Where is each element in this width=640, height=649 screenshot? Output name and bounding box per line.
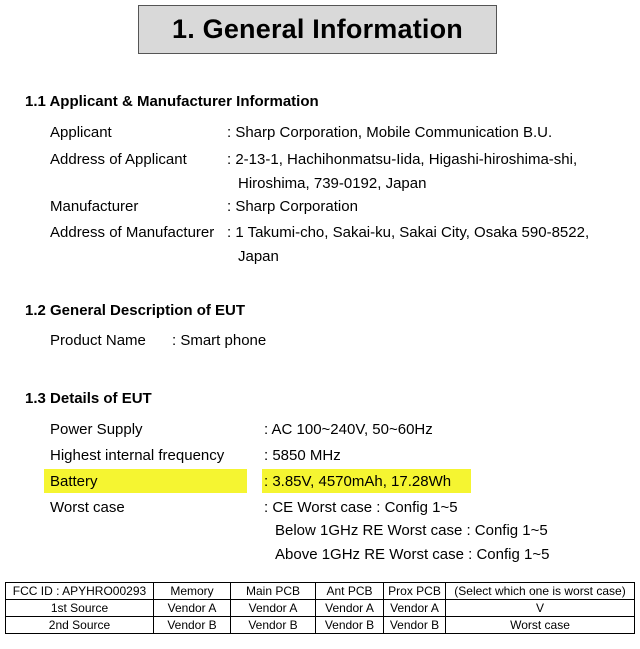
table-cell: Vendor A xyxy=(316,600,384,617)
table-cell: (Select which one is worst case) xyxy=(446,583,635,600)
section-heading-applicant: 1.1 Applicant & Manufacturer Information xyxy=(25,93,319,110)
table-row xyxy=(6,617,635,634)
table-cell: Vendor B xyxy=(231,617,316,634)
page-title: 1. General Information xyxy=(138,5,497,54)
table-cell: Memory xyxy=(154,583,231,600)
section-heading-description: 1.2 General Description of EUT xyxy=(25,302,246,319)
row-value: : 2-13-1, Hachihonmatsu-Iida, Higashi-hiroshima-shi, xyxy=(227,151,578,168)
table-cell: Ant PCB xyxy=(316,583,384,600)
table-cell: FCC ID : APYHRO00293 xyxy=(6,583,154,600)
section-heading-details: 1.3 Details of EUT xyxy=(25,390,152,407)
row-label: Address of Manufacturer xyxy=(50,224,215,241)
row-label: Power Supply xyxy=(50,421,143,438)
table-cell: Prox PCB xyxy=(384,583,446,600)
table-cell: Vendor A xyxy=(384,600,446,617)
source-table xyxy=(5,582,635,634)
row-value: : Smart phone xyxy=(172,332,267,349)
row-label: Address of Applicant xyxy=(50,151,187,168)
row-label: Manufacturer xyxy=(50,198,139,215)
table-cell: Worst case xyxy=(446,617,635,634)
row-value: : 3.85V, 4570mAh, 17.28Wh xyxy=(264,473,452,490)
table-cell: Vendor A xyxy=(154,600,231,617)
row-value: Above 1GHz RE Worst case : Config 1~5 xyxy=(275,546,550,563)
row-value: Below 1GHz RE Worst case : Config 1~5 xyxy=(275,522,548,539)
row-value: : Sharp Corporation xyxy=(227,198,358,215)
table-header-row xyxy=(6,583,635,600)
table-cell: Vendor B xyxy=(316,617,384,634)
table-cell: Vendor B xyxy=(384,617,446,634)
table-cell: V xyxy=(446,600,635,617)
table-cell: 2nd Source xyxy=(6,617,154,634)
row-value: Hiroshima, 739-0192, Japan xyxy=(238,175,427,192)
row-value: : Sharp Corporation, Mobile Communication B.U. xyxy=(227,124,553,141)
row-value: : 1 Takumi-cho, Sakai-ku, Sakai City, Osaka 590-8522, xyxy=(227,224,590,241)
table-cell: Vendor A xyxy=(231,600,316,617)
row-label: Highest internal frequency xyxy=(50,447,225,464)
table-row xyxy=(6,600,635,617)
table-cell: Main PCB xyxy=(231,583,316,600)
row-label: Battery xyxy=(50,473,98,490)
row-value: : 5850 MHz xyxy=(264,447,341,464)
row-label: Product Name xyxy=(50,332,146,349)
row-value: : AC 100~240V, 50~60Hz xyxy=(264,421,433,438)
table-cell: 1st Source xyxy=(6,600,154,617)
row-label: Worst case xyxy=(50,499,125,516)
table-cell: Vendor B xyxy=(154,617,231,634)
row-label: Applicant xyxy=(50,124,112,141)
row-value: : CE Worst case : Config 1~5 xyxy=(264,499,458,516)
row-value: Japan xyxy=(238,248,279,265)
